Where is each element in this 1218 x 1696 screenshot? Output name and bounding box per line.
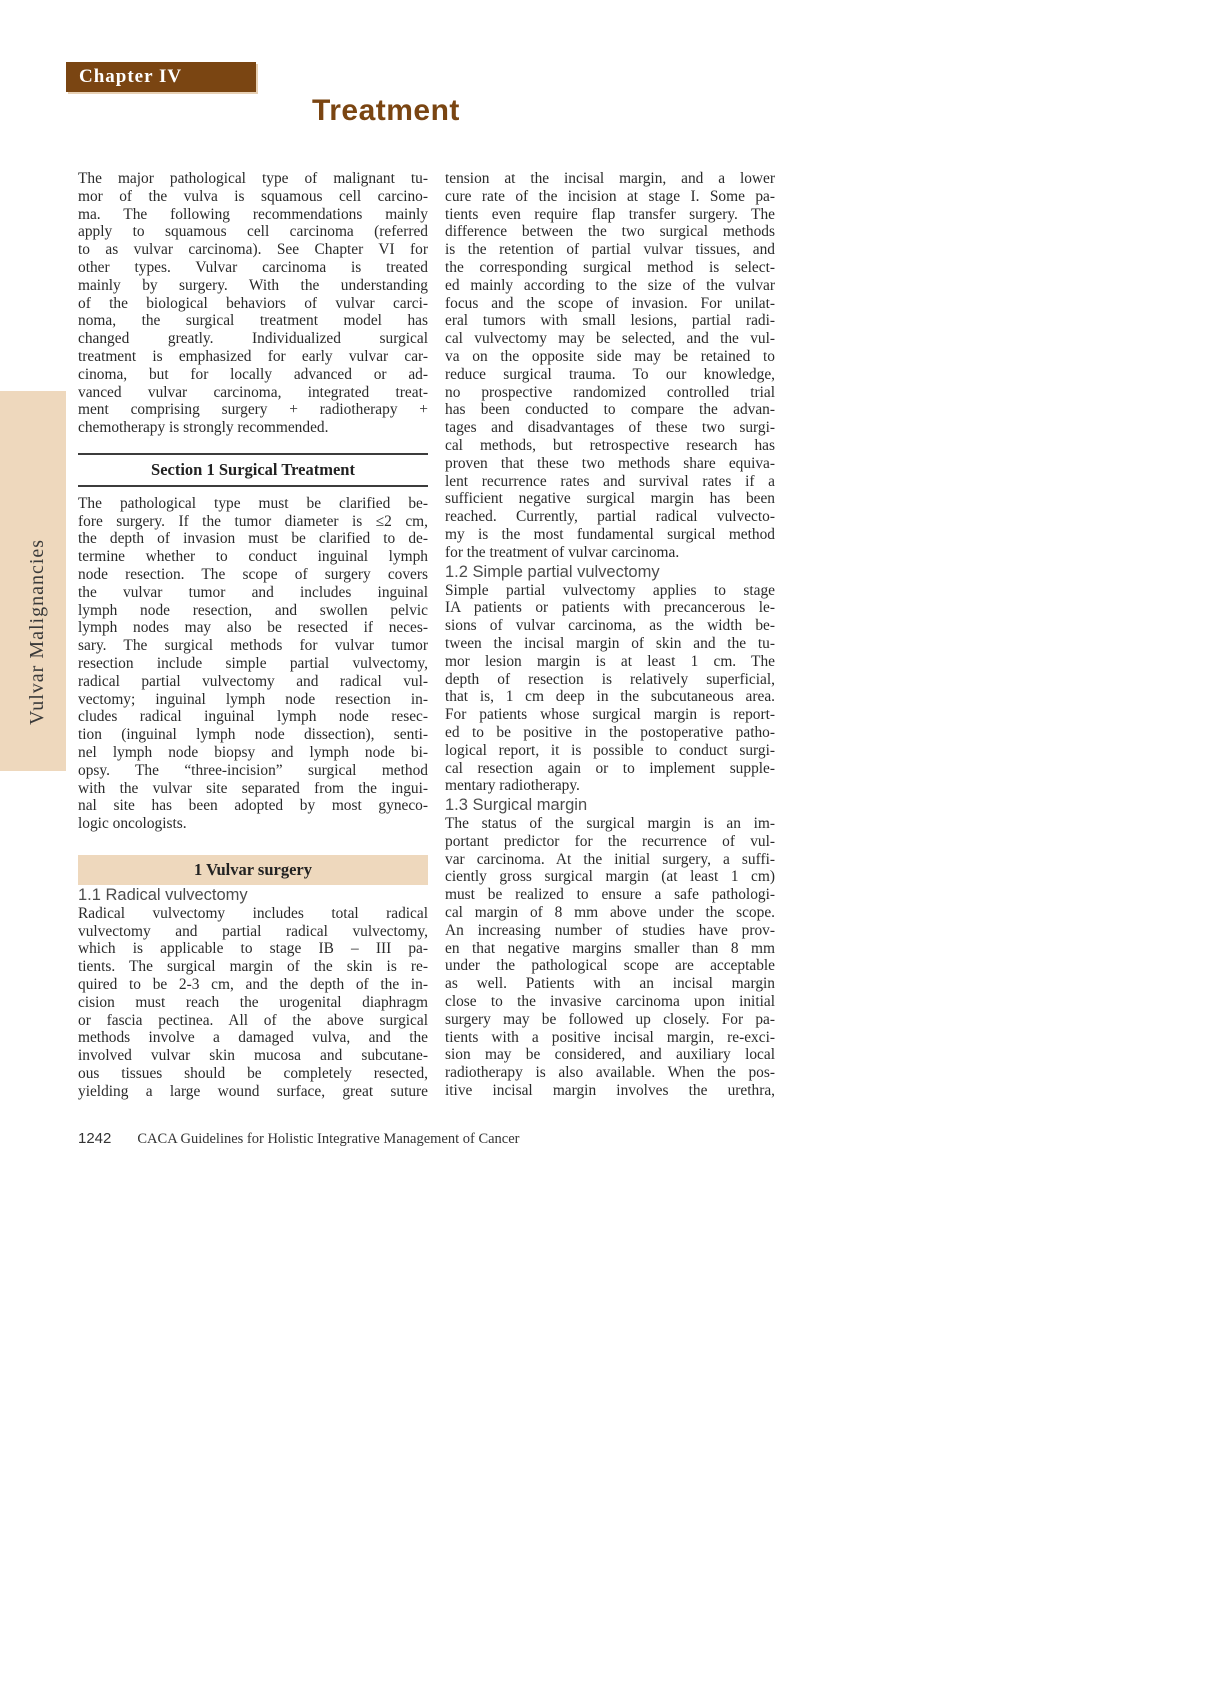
text-line: as well. Patients with an incisal margin	[445, 975, 775, 993]
text-line: sion may be considered, and auxiliary local	[445, 1046, 775, 1064]
text-line: nel lymph node biopsy and lymph node bi-	[78, 743, 428, 761]
text-line: mainly by surgery. With the understanding	[78, 276, 428, 294]
text-line: mor of the vulva is squamous cell carcino-	[78, 187, 428, 205]
text-line: the vulvar tumor and includes inguinal	[78, 583, 428, 601]
text-line: sions of vulvar carcinoma, as the width be-	[445, 617, 775, 635]
text-line: which is applicable to stage IB – III pa-	[78, 940, 428, 958]
text-line: vulvectomy and partial radical vulvectomy,	[78, 922, 428, 940]
text-line: lent recurrence rates and survival rates if a	[445, 472, 775, 490]
subsection-heading-1-1: 1.1 Radical vulvectomy	[78, 885, 248, 904]
text-line: radiotherapy is also available. When the pos-	[445, 1064, 775, 1082]
sidebar-label: Vulvar Malignancies	[26, 538, 48, 725]
text-line: lymph node resection, and swollen pelvic	[78, 601, 428, 619]
text-line: apply to squamous cell carcinoma (referred	[78, 223, 428, 241]
text-line: radical partial vulvectomy and radical vul-	[78, 672, 428, 690]
text-line: noma, the surgical treatment model has	[78, 312, 428, 330]
page-title: Treatment	[312, 94, 460, 127]
text-line: tension at the incisal margin, and a lower	[445, 170, 775, 187]
text-line: lymph nodes may also be resected if neces-	[78, 619, 428, 637]
text-line: sufficient negative surgical margin has been	[445, 490, 775, 508]
footer-page-number: 1242	[78, 1130, 112, 1147]
text-line: cinoma, but for locally advanced or ad-	[78, 365, 428, 383]
text-line: node resection. The scope of surgery covers	[78, 565, 428, 583]
text-line: must be realized to ensure a safe pathologi-	[445, 886, 775, 904]
text-line: quired to be 2-3 cm, and the depth of the in-	[78, 976, 428, 994]
chapter-badge	[66, 62, 256, 92]
text-line: chemotherapy is strongly recommended.	[78, 419, 329, 437]
text-line: surgery may be followed up closely. For pa-	[445, 1010, 775, 1028]
text-line: involved vulvar skin mucosa and subcutane-	[78, 1047, 428, 1065]
vulvar-surgery-box-heading: 1 Vulvar surgery	[78, 855, 428, 885]
footer-text: CACA Guidelines for Holistic Integrative Management of Cancer	[137, 1131, 520, 1147]
text-line: The major pathological type of malignant tu-	[78, 170, 428, 187]
text-line: ed to be positive in the postoperative patho-	[445, 723, 775, 741]
text-line: cludes radical inguinal lymph node resec-	[78, 708, 428, 726]
text-line: fore surgery. If the tumor diameter is ≤2 cm,	[78, 512, 428, 530]
column-left	[78, 170, 428, 1101]
text-line: ed mainly according to the size of the vulvar	[445, 276, 775, 294]
text-line: The pathological type must be clarified be-	[78, 494, 428, 512]
text-line: en that negative margins smaller than 8 mm	[445, 939, 775, 957]
text-line: The status of the surgical margin is an im-	[445, 815, 775, 833]
text-line: portant predictor for the recurrence of vul-	[445, 832, 775, 850]
paragraph-tension-continued	[445, 170, 775, 562]
text-line: close to the invasive carcinoma upon initial	[445, 993, 775, 1011]
paragraph-surgical-margin	[445, 815, 775, 1100]
text-line: cision must reach the urogenital diaphragm	[78, 993, 428, 1011]
text-line: other types. Vulvar carcinoma is treated	[78, 258, 428, 276]
text-line: nal site has been adopted by most gyneco-	[78, 797, 428, 815]
text-line: tients even require flap transfer surgery. The	[445, 205, 775, 223]
text-line: no prospective randomized controlled trial	[445, 383, 775, 401]
text-line: opsy. The “three-incision” surgical method	[78, 761, 428, 779]
text-line: termine whether to conduct inguinal lymph	[78, 548, 428, 566]
text-line: itive incisal margin involves the urethra,	[445, 1082, 775, 1100]
text-line: changed greatly. Individualized surgical	[78, 330, 428, 348]
paragraph-radical-vulvectomy	[78, 905, 428, 1101]
text-line: cal margin of 8 mm above under the scope.	[445, 904, 775, 922]
text-line: ma. The following recommendations mainly	[78, 205, 428, 223]
text-line: cal resection again or to implement supple-	[445, 759, 775, 777]
text-line: logic oncologists.	[78, 815, 187, 833]
page-footer	[78, 1130, 520, 1148]
text-line: reduce surgical trauma. To our knowledge,	[445, 365, 775, 383]
section-1-heading: Section 1 Surgical Treatment	[78, 453, 428, 487]
text-line: yielding a large wound surface, great suture	[78, 1082, 428, 1100]
subsection-heading-1-2: 1.2 Simple partial vulvectomy	[445, 562, 660, 581]
text-line: the depth of invasion must be clarified to de-	[78, 530, 428, 548]
text-line: var carcinoma. At the initial surgery, a suffi-	[445, 850, 775, 868]
text-line: tween the incisal margin of skin and the tu-	[445, 634, 775, 652]
text-line: depth of resection is relatively superficial,	[445, 670, 775, 688]
text-line: or fascia pectinea. All of the above surgical	[78, 1011, 428, 1029]
text-line: vectomy; inguinal lymph node resection in-	[78, 690, 428, 708]
chapter-label: Chapter IV	[79, 66, 183, 87]
text-line: vanced vulvar carcinoma, integrated treat-	[78, 383, 428, 401]
text-line: proven that these two methods share equiva-	[445, 454, 775, 472]
text-line: to as vulvar carcinoma). See Chapter VI for	[78, 241, 428, 259]
text-line: has been conducted to compare the advan-	[445, 401, 775, 419]
text-line: my is the most fundamental surgical method	[445, 525, 775, 543]
text-line: tients with a positive incisal margin, re-exci-	[445, 1028, 775, 1046]
text-line: logical report, it is possible to conduct surgi-	[445, 741, 775, 759]
paragraph-pathological-type	[78, 495, 428, 833]
text-line: mentary radiotherapy.	[445, 777, 580, 795]
text-line: tients. The surgical margin of the skin is re-	[78, 958, 428, 976]
text-line: mor lesion margin is at least 1 cm. The	[445, 652, 775, 670]
text-line: ciently gross surgical margin (at least 1 cm)	[445, 868, 775, 886]
text-line: Radical vulvectomy includes total radical	[78, 904, 428, 922]
text-line: resection include simple partial vulvectomy,	[78, 654, 428, 672]
sidebar-tab	[0, 391, 66, 771]
text-line: eral tumors with small lesions, partial radi-	[445, 312, 775, 330]
subsection-heading-1-3: 1.3 Surgical margin	[445, 796, 588, 815]
text-line: An increasing number of studies have prov-	[445, 921, 775, 939]
text-line: difference between the two surgical methods	[445, 223, 775, 241]
text-line: is the retention of partial vulvar tissues, and	[445, 241, 775, 259]
text-line: For patients whose surgical margin is report-	[445, 706, 775, 724]
text-line: sary. The surgical methods for vulvar tumor	[78, 637, 428, 655]
paragraph-simple-partial-vulvectomy	[445, 582, 775, 796]
text-line: cal vulvectomy may be selected, and the vul-	[445, 330, 775, 348]
text-line: ous tissues should be completely resected,	[78, 1065, 428, 1083]
column-right	[445, 170, 775, 1100]
text-line: for the treatment of vulvar carcinoma.	[445, 543, 680, 561]
text-line: the corresponding surgical method is select-	[445, 258, 775, 276]
text-line: reached. Currently, partial radical vulvecto-	[445, 508, 775, 526]
text-line: cure rate of the incision at stage I. Some pa-	[445, 187, 775, 205]
text-line: tages and disadvantages of these two surgi-	[445, 419, 775, 437]
text-line: focus and the scope of invasion. For unilat-	[445, 294, 775, 312]
text-line: of the biological behaviors of vulvar carci-	[78, 294, 428, 312]
text-line: treatment is emphasized for early vulvar car-	[78, 347, 428, 365]
text-line: va on the opposite side may be retained to	[445, 347, 775, 365]
paragraph-intro	[78, 170, 428, 437]
text-line: tion (inguinal lymph node dissection), senti-	[78, 726, 428, 744]
text-line: that is, 1 cm deep in the subcutaneous area.	[445, 688, 775, 706]
text-line: IA patients or patients with precancerous le-	[445, 599, 775, 617]
text-line: under the pathological scope are acceptable	[445, 957, 775, 975]
text-line: cal methods, but retrospective research has	[445, 436, 775, 454]
text-line: methods involve a damaged vulva, and the	[78, 1029, 428, 1047]
text-line: Simple partial vulvectomy applies to stage	[445, 581, 775, 599]
text-line: ment comprising surgery + radiotherapy +	[78, 401, 428, 419]
text-line: with the vulvar site separated from the ingui-	[78, 779, 428, 797]
